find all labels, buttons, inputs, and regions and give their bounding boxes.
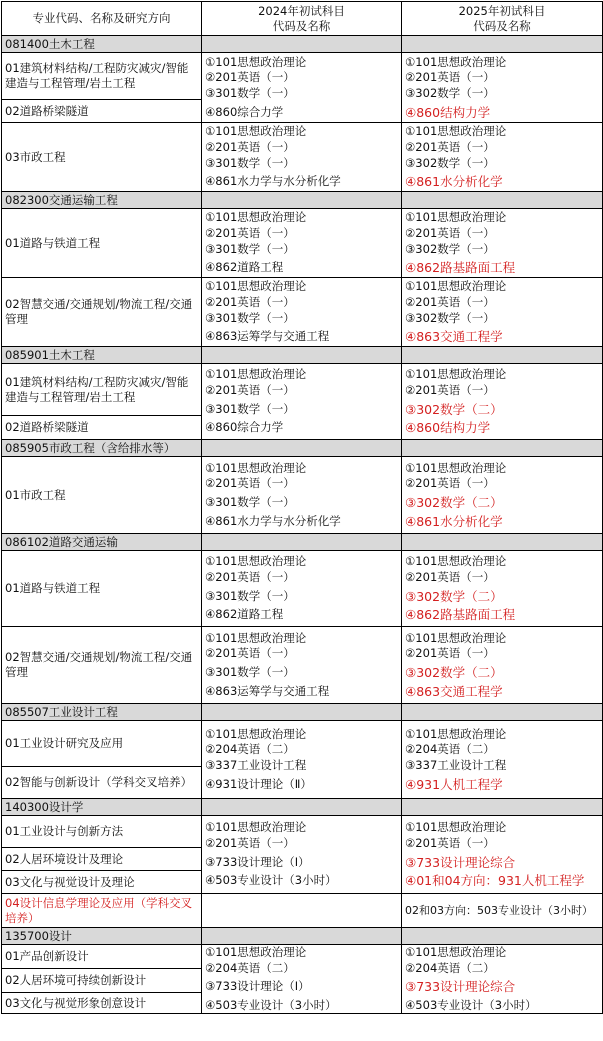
research-direction: 01产品创新设计 (2, 945, 202, 969)
subject-politics: ①101思想政治理论 (405, 124, 507, 139)
research-direction: 01建筑材料结构/工程防灾减灾/智能建造与工程管理/岩土工程 (2, 364, 202, 416)
subject-politics: ①101思想政治理论 (405, 820, 507, 835)
research-direction: 02道路桥梁隧道 (2, 416, 202, 440)
section-row (2, 440, 603, 457)
header-2024-line1: 2024年初试科目 (258, 3, 345, 18)
subject-politics: ①101思想政治理论 (205, 554, 307, 569)
subject-english: ②201英语（一） (205, 646, 295, 661)
research-direction: 01建筑材料结构/工程防灾减灾/智能建造与工程管理/岩土工程 (2, 53, 202, 100)
subject-english: ②201英语（一） (205, 569, 295, 584)
subject-professional: ④503专业设计（3小时） (205, 997, 337, 1012)
subject-politics: ①101思想政治理论 (405, 630, 507, 645)
subject-professional: ④860综合力学 (205, 420, 284, 435)
table-row (2, 457, 603, 534)
header-2024 (202, 2, 402, 36)
subject-design-theory: ③733设计理论（Ⅰ） (205, 979, 310, 994)
subject-professional-changed: ④863交通工程学 (405, 683, 503, 699)
subjects-2025 (402, 551, 603, 627)
subjects-2025 (402, 816, 603, 894)
header-2025-line2: 代码及名称 (473, 18, 531, 33)
subject-math: ③301数学（一） (205, 86, 295, 100)
subject-politics: ①101思想政治理论 (205, 630, 307, 645)
subject-english: ②201英语（一） (405, 225, 495, 240)
subject-professional: ④503专业设计（3小时） (405, 997, 537, 1012)
subject-english: ②201英语（一） (405, 382, 495, 397)
table-row (2, 721, 603, 767)
subject-politics: ①101思想政治理论 (205, 945, 307, 959)
subject-politics: ①101思想政治理论 (405, 554, 507, 569)
subjects-2024 (202, 209, 402, 278)
subjects-2024 (202, 721, 402, 799)
subject-professional-changed: ④862路基路面工程 (405, 607, 516, 623)
research-direction: 02智慧交通/交通规划/物流工程/交通管理 (2, 278, 202, 347)
subject-math-changed: ③302数学（二） (405, 588, 503, 604)
table-row (2, 894, 603, 928)
section-title: 085507工业设计工程 (2, 704, 202, 721)
subject-professional-changed: ④860结构力学 (405, 104, 491, 120)
header-2025 (402, 2, 603, 36)
subject-professional-changed: ④01和04方向：931人机工程学 (405, 873, 585, 889)
section-row (2, 704, 603, 721)
section-title: 085905市政工程（含给排水等） (2, 440, 202, 457)
subjects-2025 (402, 721, 603, 799)
research-direction: 01工业设计研究及应用 (2, 721, 202, 767)
subject-design-theory-changed: ③733设计理论综合 (405, 854, 516, 870)
subject-politics: ①101思想政治理论 (405, 726, 507, 741)
subjects-2024 (202, 551, 402, 627)
subject-math: ③301数学（一） (205, 310, 295, 325)
subject-professional-changed: ④861水分析化学 (405, 513, 503, 529)
empty-cell (202, 894, 402, 928)
subject-english: ②201英语（一） (405, 139, 495, 154)
subject-english: ②204英语（二） (405, 960, 495, 975)
subject-design-engineering: ③337工业设计工程 (405, 758, 507, 772)
section-row (2, 192, 603, 209)
subjects-2025 (402, 209, 603, 278)
subject-math: ③302数学（一） (405, 86, 495, 100)
subject-professional: ④863运筹学与交通工程 (205, 329, 330, 344)
table-row (2, 945, 603, 969)
section-title: 086102道路交通运输 (2, 534, 202, 551)
research-direction: 03文化与视觉形象创意设计 (2, 993, 202, 1014)
subject-politics: ①101思想政治理论 (205, 460, 307, 475)
table-row (2, 364, 603, 416)
subject-professional: ④860综合力学 (205, 104, 284, 119)
subject-professional: ④862道路工程 (205, 607, 284, 622)
research-direction: 01工业设计与创新方法 (2, 816, 202, 848)
subject-professional: ④863运筹学与交通工程 (205, 683, 330, 698)
subject-politics: ①101思想政治理论 (205, 820, 307, 835)
subject-politics: ①101思想政治理论 (205, 124, 307, 139)
research-direction: 02智能与创新设计（学科交叉培养） (2, 767, 202, 799)
subject-math-changed: ③302数学（二） (405, 665, 503, 680)
subject-professional-changed: ④861水分析化学 (405, 174, 503, 190)
subject-english: ②201英语（一） (205, 70, 295, 85)
subject-english: ②201英语（一） (205, 294, 295, 309)
subject-professional: ④862道路工程 (205, 260, 284, 275)
subject-politics: ①101思想政治理论 (405, 460, 507, 475)
exam-subjects-table (1, 1, 603, 1014)
subject-note-2025: 02和03方向：503专业设计（3小时） (402, 894, 603, 928)
section-row (2, 36, 603, 53)
subject-english: ②204英语（二） (405, 742, 495, 757)
subject-professional: ④861水力学与水分析化学 (205, 513, 341, 528)
subject-design-theory: ③733设计理论（Ⅰ） (205, 854, 310, 869)
subject-professional: ④861水力学与水分析化学 (205, 174, 341, 189)
research-direction: 02人居环境设计及理论 (2, 848, 202, 871)
table-row (2, 278, 603, 347)
subject-math: ③301数学（一） (205, 665, 295, 679)
subject-professional-changed: ④860结构力学 (405, 420, 491, 436)
research-direction: 01道路与铁道工程 (2, 209, 202, 278)
subject-politics: ①101思想政治理论 (405, 367, 507, 382)
subjects-2025 (402, 123, 603, 192)
subject-english: ②201英语（一） (205, 835, 295, 850)
section-row (2, 799, 603, 816)
subjects-2025 (402, 945, 603, 1014)
subject-politics: ①101思想政治理论 (405, 945, 507, 959)
subjects-2024 (202, 123, 402, 192)
header-major: 专业代码、名称及研究方向 (2, 2, 202, 36)
subjects-2024 (202, 457, 402, 534)
subject-math: ③301数学（一） (205, 155, 295, 170)
subject-politics: ①101思想政治理论 (205, 210, 307, 225)
subject-politics: ①101思想政治理论 (405, 279, 507, 294)
subject-math: ③302数学（一） (405, 310, 495, 325)
subjects-2024 (202, 816, 402, 894)
subject-math: ③302数学（一） (405, 241, 495, 256)
subject-professional-changed: ④863交通工程学 (405, 329, 503, 345)
section-row (2, 347, 603, 364)
subjects-2025 (402, 53, 603, 123)
subject-professional: ④503专业设计（3小时） (205, 873, 337, 888)
subject-english: ②204英语（二） (205, 960, 295, 975)
table-row (2, 123, 603, 192)
research-direction: 02道路桥梁隧道 (2, 100, 202, 123)
subject-politics: ①101思想政治理论 (205, 367, 307, 382)
subject-english: ②204英语（二） (205, 742, 295, 757)
research-direction: 02智慧交通/交通规划/物流工程/交通管理 (2, 627, 202, 704)
research-direction: 03市政工程 (2, 123, 202, 192)
subject-english: ②201英语（一） (405, 835, 495, 850)
subject-english: ②201英语（一） (205, 139, 295, 154)
subject-math: ③301数学（一） (205, 401, 295, 416)
section-row (2, 928, 603, 945)
research-direction: 02人居环境可持续创新设计 (2, 969, 202, 993)
research-direction: 01市政工程 (2, 457, 202, 534)
subject-english: ②201英语（一） (205, 225, 295, 240)
subjects-2024 (202, 627, 402, 704)
subject-math: ③302数学（一） (405, 155, 495, 170)
subject-politics: ①101思想政治理论 (205, 279, 307, 294)
table-row (2, 816, 603, 848)
subject-professional-changed: ④931人机工程学 (405, 776, 503, 792)
table-row (2, 209, 603, 278)
subjects-2025 (402, 457, 603, 534)
subject-english: ②201英语（一） (405, 294, 495, 309)
subjects-2025 (402, 278, 603, 347)
subject-math: ③301数学（一） (205, 495, 295, 509)
subject-math-changed: ③302数学（二） (405, 401, 503, 417)
subject-english: ②201英语（一） (205, 382, 295, 397)
section-title: 140300设计学 (2, 799, 202, 816)
subject-english: ②201英语（一） (405, 646, 495, 661)
research-direction: 01道路与铁道工程 (2, 551, 202, 627)
subject-design-theory-changed: ③733设计理论综合 (405, 979, 516, 995)
table-row (2, 551, 603, 627)
subject-professional-changed: ④862路基路面工程 (405, 260, 516, 276)
section-title: 085901土木工程 (2, 347, 202, 364)
header-2024-line2: 代码及名称 (272, 18, 331, 33)
section-title: 082300交通运输工程 (2, 192, 202, 209)
subjects-2024 (202, 945, 402, 1014)
subject-math-changed: ③302数学（二） (405, 495, 503, 510)
subject-politics: ①101思想政治理论 (405, 210, 507, 225)
subject-english: ②201英语（一） (405, 476, 495, 491)
table-row (2, 627, 603, 704)
section-title: 081400土木工程 (2, 36, 202, 53)
research-direction: 03文化与视觉设计及理论 (2, 871, 202, 894)
subject-politics: ①101思想政治理论 (205, 54, 307, 69)
subject-english: ②201英语（一） (205, 476, 295, 491)
subject-english: ②201英语（一） (405, 569, 495, 584)
subject-design-engineering: ③337工业设计工程 (205, 758, 307, 772)
subjects-2025 (402, 627, 603, 704)
subject-politics: ①101思想政治理论 (405, 54, 507, 69)
header-2025-line1: 2025年初试科目 (458, 3, 546, 18)
section-row (2, 534, 603, 551)
subjects-2024 (202, 278, 402, 347)
header-row (2, 2, 603, 36)
subject-math: ③301数学（一） (205, 241, 295, 256)
subject-professional: ④931设计理论（Ⅱ） (205, 776, 312, 791)
subject-english: ②201英语（一） (405, 70, 495, 85)
subjects-2024 (202, 53, 402, 123)
subjects-2024 (202, 364, 402, 440)
table-row (2, 53, 603, 100)
research-direction-new: 04设计信息学理论及应用（学科交叉培养） (2, 894, 202, 928)
section-title: 135700设计 (2, 928, 202, 945)
subject-math: ③301数学（一） (205, 588, 295, 603)
subject-politics: ①101思想政治理论 (205, 726, 307, 741)
subjects-2025 (402, 364, 603, 440)
